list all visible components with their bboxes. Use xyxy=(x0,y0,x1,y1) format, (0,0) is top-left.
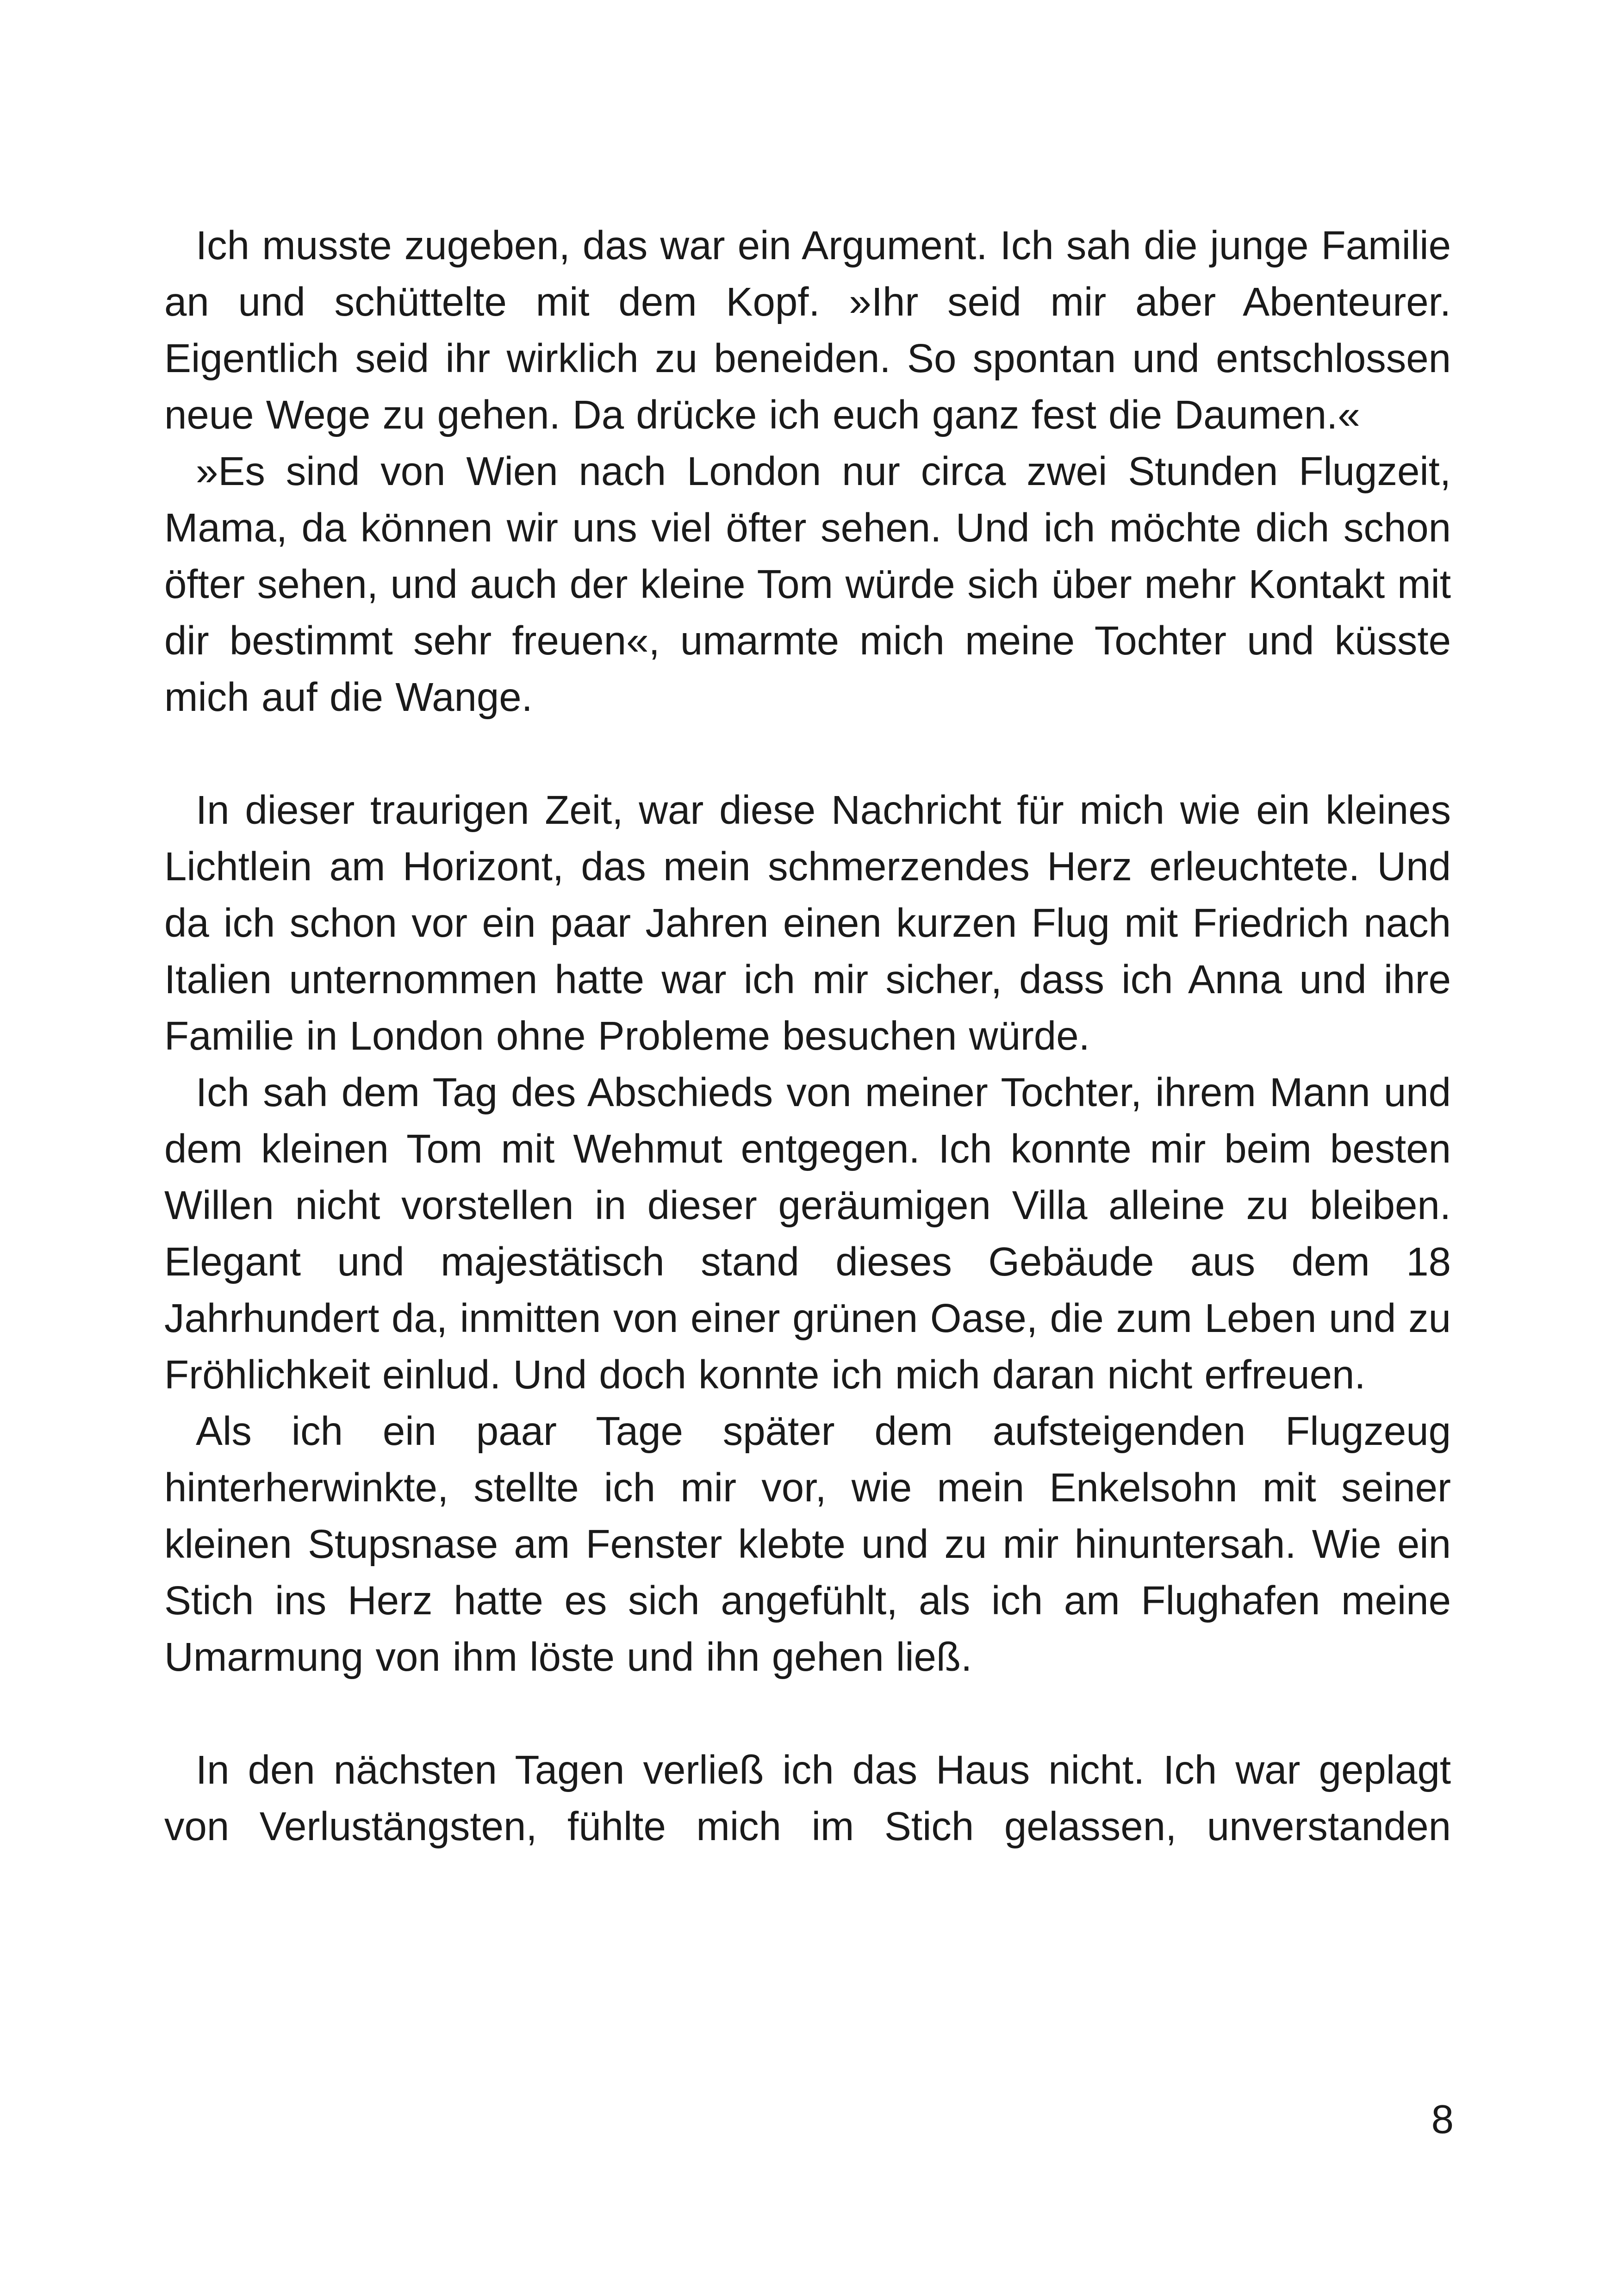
paragraph-spacer xyxy=(164,726,1451,782)
paragraph-6: In den nächsten Tagen verließ ich das Haus nicht. Ich war geplagt von Verlustängsten, fühlte mich im Stich gelassen, unverstanden xyxy=(164,1748,1451,1849)
paragraph-4: Ich sah dem Tag des Abschieds von meiner Tochter, ihrem Mann und dem kleinen Tom mit Wehmut entgegen. Ich konnte mir beim besten Willen nicht vorstellen in dieser geräumigen Villa alleine zu bleiben. Elegant und majestätisch stand dieses Gebäude aus dem 18 Jahrhundert da, inmitten von einer grünen Oase, die zum Leben und zu Fröhlichkeit einlud. Und doch konnte ich mich daran nicht erfreuen. xyxy=(164,1070,1451,1397)
paragraph-2: »Es sind von Wien nach London nur circa zwei Stunden Flugzeit, Mama, da können wir uns viel öfter sehen. Und ich möchte dich schon öfter sehen, und auch der kleine Tom würde sich über mehr Kontakt mit dir bestimmt sehr freuen«, umarmte mich meine Tochter und küsste mich auf die Wange. xyxy=(164,449,1451,720)
page-body xyxy=(164,218,1451,1855)
page-number: 8 xyxy=(1431,2097,1454,2142)
paragraph-1: Ich musste zugeben, das war ein Argument. Ich sah die junge Familie an und schüttelte mit dem Kopf. »Ihr seid mir aber Abenteurer. Eigentlich seid ihr wirklich zu beneiden. So spontan und entschlossen neue Wege zu gehen. Da drücke ich euch ganz fest die Daumen.« xyxy=(164,223,1451,437)
paragraph-3: In dieser traurigen Zeit, war diese Nachricht für mich wie ein kleines Lichtlein am Horizont, das mein schmerzendes Herz erleuchtete. Und da ich schon vor ein paar Jahren einen kurzen Flug mit Friedrich nach Italien unternommen hatte war ich mir sicher, dass ich Anna und ihre Familie in London ohne Probleme besuchen würde. xyxy=(164,788,1451,1058)
paragraph-5: Als ich ein paar Tage später dem aufsteigenden Flugzeug hinterherwinkte, stellte ich mir vor, wie mein Enkelsohn mit seiner kleinen Stupsnase am Fenster klebte und zu mir hinuntersah. Wie ein Stich ins Herz hatte es sich angefühlt, als ich am Flughafen meine Umarmung von ihm löste und ihn gehen ließ. xyxy=(164,1409,1451,1680)
paragraph-spacer xyxy=(164,1686,1451,1742)
